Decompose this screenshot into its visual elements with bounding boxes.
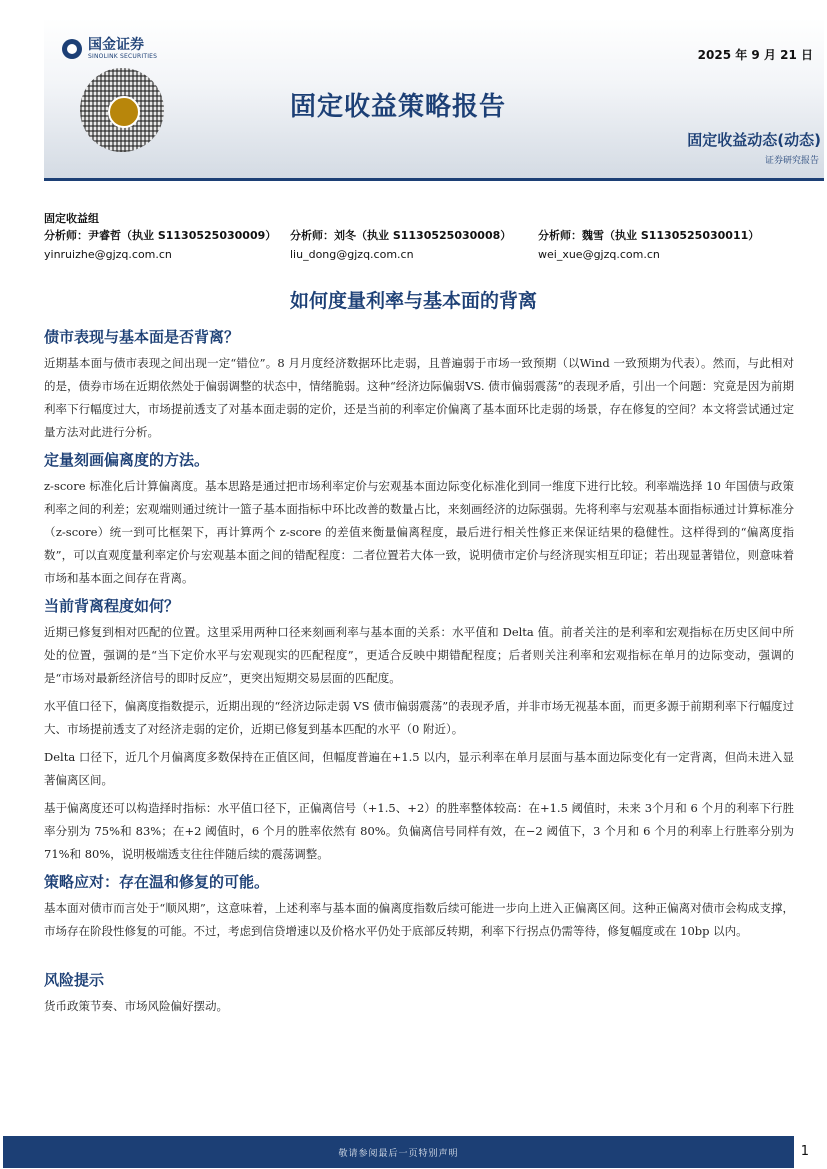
logo-en: SINOLINK SECURITIES xyxy=(88,53,158,60)
logo-mark-icon xyxy=(62,39,82,59)
page-footer xyxy=(0,1135,827,1169)
report-body xyxy=(44,326,794,1023)
analyst-email[interactable]: liu_dong@gjzq.com.cn xyxy=(290,248,414,261)
report-category: 固定收益动态(动态) xyxy=(687,131,821,149)
analyst-email[interactable]: yinruizhe@gjzq.com.cn xyxy=(44,248,172,261)
main-title: 如何度量利率与基本面的背离 xyxy=(289,290,537,312)
report-subcategory: 证券研究报告 xyxy=(764,156,819,166)
report-date: 2025 年 9 月 21 日 xyxy=(697,48,813,62)
disclaimer-note: 敬请参阅最后一页特别声明 xyxy=(338,1148,459,1159)
section-heading: 当前背离程度如何？ xyxy=(44,597,180,615)
logo-cn: 国金证券 xyxy=(88,37,144,53)
analyst-2 xyxy=(290,226,511,264)
analyst-name: 分析师：尹睿哲（执业 S1130525030009） xyxy=(44,229,277,242)
section-paragraph: Delta 口径下，近几个月偏离度多数保持在正值区间，但幅度普遍在+1.5 以内，显示利率在单月层面与基本面边际变化有一定背离，但尚未进入显著偏离区间。 xyxy=(44,750,794,787)
team-label: 固定收益组 xyxy=(44,212,99,225)
page-number: 1 xyxy=(800,1144,809,1159)
analyst-name: 分析师：刘冬（执业 S1130525030008） xyxy=(290,229,512,242)
analyst-3 xyxy=(538,226,759,264)
section-heading: 策略应对：存在温和修复的可能。 xyxy=(44,873,270,891)
section-paragraph: 基本面对债市而言处于“顺风期”，这意味着，上述利率与基本面的偏离度指数后续可能进一步向上进入正偏离区间。这种正偏离对债市会构成支撑，市场存在阶段性修复的可能。不过，考虑到信贷增速以及价格水平仍处于底部反转期，利率下行拐点仍需等待，修复幅度或在 10bp 以内。 xyxy=(44,901,794,938)
analyst-name: 分析师：魏雪（执业 S1130525030011） xyxy=(538,229,760,242)
report-title: 固定收益策略报告 xyxy=(290,92,507,122)
risk-heading: 风险提示 xyxy=(44,971,105,989)
footer-band xyxy=(3,1136,794,1168)
section-paragraph: 近期已修复到相对匹配的位置。这里采用两种口径来刻画利率与基本面的关系：水平值和 Delta 值。前者关注的是利率和宏观指标在历史区间中所处的位置，强调的是“当下定价水平与宏观现实的匹配程度”，更适合反映中期错配程度；后者则关注利率和宏观指标在单月的边际变动，强调的是“市场对最新经济信号的即时反应”，更突出短期交易层面的匹配度。 xyxy=(44,625,794,685)
company-logo xyxy=(62,38,157,60)
section-paragraph: 近期基本面与债市表现之间出现一定“错位”。8 月月度经济数据环比走弱，且普遍弱于市场一致预期（以Wind 一致预期为代表）。然而，与此相对的是，债券市场在近期依然处于偏弱调整的状态中，情绪脆弱。这种“经济边际偏弱VS. 债市偏弱震荡”的表现矛盾，引出一个问题：究竟是因为前期利率下行幅度过大，市场提前透支了对基本面走弱的定价，还是当前的利率定价偏离了基本面环比走弱的场景，存在修复的空间？本文将尝试通过定量方法对此进行分析。 xyxy=(44,356,794,439)
qr-center-logo-icon xyxy=(108,96,140,128)
risk-text: 货币政策节奏、市场风险偏好摆动。 xyxy=(44,999,228,1013)
analyst-1 xyxy=(44,226,276,264)
section-paragraph: z-score 标准化后计算偏离度。基本思路是通过把市场利率定价与宏观基本面边际变化标准化到同一维度下进行比较。利率端选择 10 年国债与政策利率之间的利差；宏观端则通过统计一篮子基本面指标中环比改善的数量占比，来刻画经济的边际强弱。先将利率与宏观基本面指标通过计算标准分（z-score）统一到可比框架下，再计算两个 z-score 的差值来衡量偏离程度，最后进行相关性修正来保证结果的稳健性。这样得到的“偏离度指数”，可以直观度量利率定价与宏观基本面之间的错配程度：二者位置若大体一致，说明债市定价与经济现实相互印证；若出现显著错位，则意味着市场和基本面之间存在背离。 xyxy=(44,479,794,585)
section-paragraph: 基于偏离度还可以构造择时指标：水平值口径下，正偏离信号（+1.5、+2）的胜率整体较高：在+1.5 阈值时，未来 3个月和 6 个月的利率下行胜率分别为 75%和 83%；在+2 阈值时，6 个月的胜率依然有 80%。负偏离信号同样有效，在−2 阈值下，3 个月和 6 个月的利率上行胜率分别为 71%和 80%，说明极端透支往往伴随后续的震荡调整。 xyxy=(44,801,794,861)
section-heading: 定量刻画偏离度的方法。 xyxy=(44,451,210,469)
section-heading: 债市表现与基本面是否背离？ xyxy=(44,328,240,346)
analyst-email[interactable]: wei_xue@gjzq.com.cn xyxy=(538,248,660,261)
section-paragraph: 水平值口径下，偏离度指数提示，近期出现的“经济边际走弱 VS 债市偏弱震荡”的表现矛盾，并非市场无视基本面，而更多源于前期利率下行幅度过大、市场提前透支了对经济走弱的定价，近期已修复到基本匹配的水平（0 附近）。 xyxy=(44,699,794,736)
